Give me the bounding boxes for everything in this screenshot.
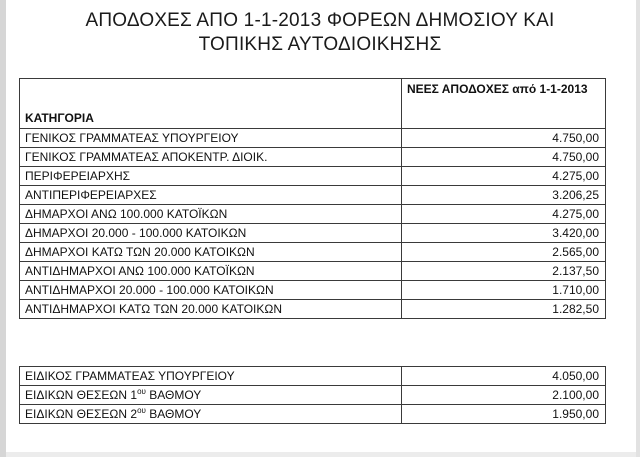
row-category: ΑΝΤΙΔΗΜΑΡΧΟΙ ΚΑΤΩ ΤΩΝ 20.000 ΚΑΤΟΙΚΩΝ: [20, 300, 402, 319]
table-row: [20, 148, 606, 167]
category-text: ΕΙΔΙΚΟΣ ΓΡΑΜΜΑΤΕΑΣ ΥΠΟΥΡΓΕΙΟΥ: [25, 369, 235, 383]
salaries-table: [19, 78, 606, 319]
table-row: [20, 224, 606, 243]
row-category: [20, 367, 402, 386]
special-positions-table: [19, 366, 606, 424]
right-frame-border: [636, 0, 640, 457]
table-row: [20, 300, 606, 319]
table-row: [20, 405, 606, 424]
row-value: 2.100,00: [402, 386, 606, 405]
title-line-2: ΤΟΠΙΚΗΣ ΑΥΤΟΔΙΟΙΚΗΣΗΣ: [198, 34, 442, 55]
row-category: ΓΕΝΙΚΟΣ ΓΡΑΜΜΑΤΕΑΣ ΥΠΟΥΡΓΕΙΟΥ: [20, 129, 402, 148]
document-title: [20, 9, 620, 57]
table-row: [20, 205, 606, 224]
row-value: 4.750,00: [402, 148, 606, 167]
row-value: 2.565,00: [402, 243, 606, 262]
row-value: 1.282,50: [402, 300, 606, 319]
row-value: 1.950,00: [402, 405, 606, 424]
row-category: ΔΗΜΑΡΧΟΙ ΚΑΤΩ ΤΩΝ 20.000 ΚΑΤΟΙΚΩΝ: [20, 243, 402, 262]
row-category: ΔΗΜΑΡΧΟΙ 20.000 - 100.000 ΚΑΤΟΙΚΩΝ: [20, 224, 402, 243]
row-value: 1.710,00: [402, 281, 606, 300]
table-row: [20, 281, 606, 300]
row-value: 3.206,25: [402, 186, 606, 205]
header-new-salary: ΝΕΕΣ ΑΠΟΔΟΧΕΣ από 1-1-2013: [402, 79, 606, 129]
ordinal-superscript: ου: [137, 387, 146, 396]
category-text: ΕΙΔΙΚΩΝ ΘΕΣΕΩΝ 2: [25, 407, 138, 421]
row-category: ΠΕΡΙΦΕΡΕΙΑΡΧΗΣ: [20, 167, 402, 186]
category-tail-text: ΒΑΘΜΟΥ: [145, 388, 202, 402]
row-category: ΑΝΤΙΠΕΡΙΦΕΡΕΙΑΡΧΕΣ: [20, 186, 402, 205]
table-row: [20, 167, 606, 186]
row-value: 4.050,00: [402, 367, 606, 386]
table-row: [20, 386, 606, 405]
row-category: [20, 386, 402, 405]
left-frame-border: [0, 0, 6, 457]
table-row: [20, 186, 606, 205]
ordinal-superscript: ου: [137, 406, 146, 415]
table-row: [20, 262, 606, 281]
row-value: 4.750,00: [402, 129, 606, 148]
bottom-frame-border: [6, 452, 636, 457]
table-row: [20, 129, 606, 148]
header-category: ΚΑΤΗΓΟΡΙΑ: [20, 79, 402, 129]
title-line-1: ΑΠΟΔΟΧΕΣ ΑΠΟ 1-1-2013 ΦΟΡΕΩΝ ΔΗΜΟΣΙΟΥ ΚΑΙ: [85, 10, 555, 31]
row-value: 3.420,00: [402, 224, 606, 243]
row-category: ΓΕΝΙΚΟΣ ΓΡΑΜΜΑΤΕΑΣ ΑΠΟΚΕΝΤΡ. ΔΙΟΙΚ.: [20, 148, 402, 167]
category-text: ΕΙΔΙΚΩΝ ΘΕΣΕΩΝ 1: [25, 388, 138, 402]
table-header-row: [20, 79, 606, 129]
row-category: ΑΝΤΙΔΗΜΑΡΧΟΙ 20.000 - 100.000 ΚΑΤΟΙΚΩΝ: [20, 281, 402, 300]
category-tail-text: ΒΑΘΜΟΥ: [145, 407, 202, 421]
table-row: [20, 367, 606, 386]
row-value: 2.137,50: [402, 262, 606, 281]
row-value: 4.275,00: [402, 167, 606, 186]
row-value: 4.275,00: [402, 205, 606, 224]
table-row: [20, 243, 606, 262]
row-category: ΑΝΤΙΔΗΜΑΡΧΟΙ ΑΝΩ 100.000 ΚΑΤΟΪΚΩΝ: [20, 262, 402, 281]
row-category: ΔΗΜΑΡΧΟΙ ΑΝΩ 100.000 ΚΑΤΟΪΚΩΝ: [20, 205, 402, 224]
row-category: [20, 405, 402, 424]
